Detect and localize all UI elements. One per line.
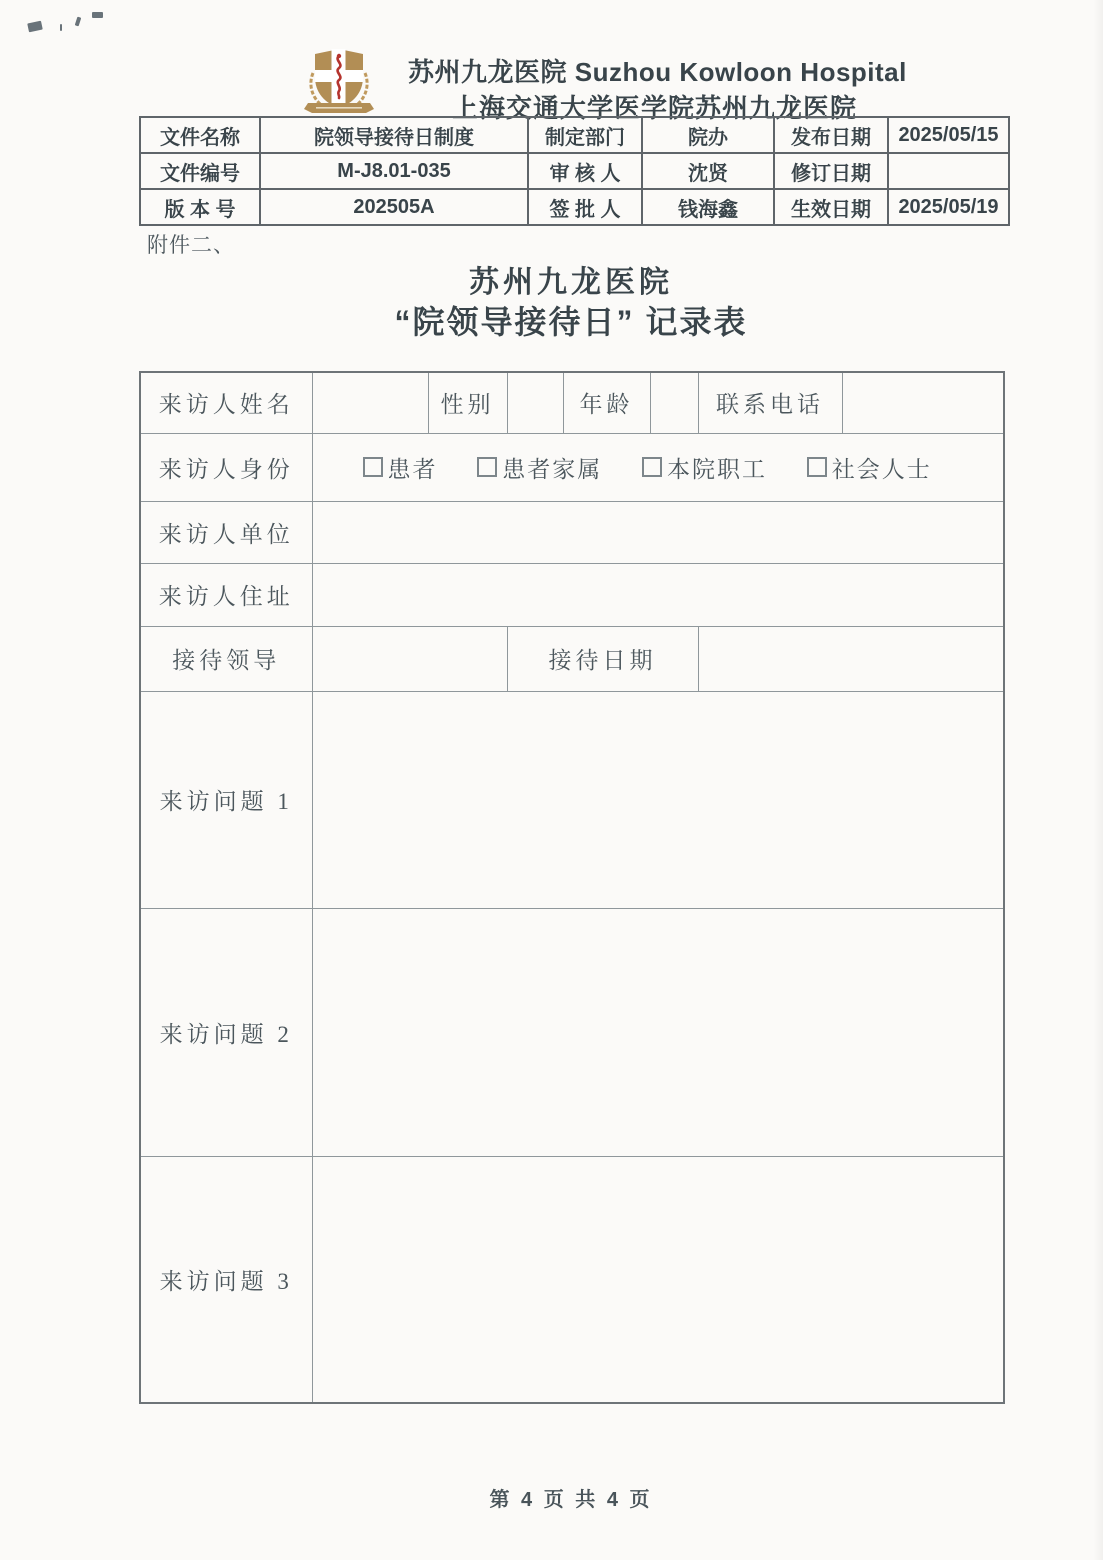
meta-label-approver: 签 批 人 (528, 189, 642, 225)
meta-label-issuing-dept: 制定部门 (528, 117, 642, 153)
checkbox-icon (477, 457, 497, 477)
meta-value-version: 202505A (260, 189, 528, 225)
age-field (650, 372, 698, 433)
hospital-affiliation: 上海交通大学医学院苏州九龙医院 (452, 93, 858, 123)
phone-label: 联系电话 (698, 372, 842, 433)
identity-option-patient-family: 患者家属 (477, 451, 602, 484)
meta-value-publish-date: 2025/05/15 (888, 117, 1009, 153)
meta-label-reviewer: 审 核 人 (528, 153, 642, 189)
visitor-unit-label: 来访人单位 (140, 501, 312, 563)
page-number: 第 4 页 共 4 页 (489, 1489, 653, 1511)
scan-artifact (75, 17, 82, 27)
visitor-address-field (312, 563, 1004, 626)
gender-label: 性别 (428, 372, 507, 433)
scan-artifact (27, 21, 43, 33)
identity-option-patient: 患者 (363, 451, 438, 484)
meta-value-approver: 钱海鑫 (642, 189, 774, 225)
checkbox-icon (363, 457, 383, 477)
question-2-label: 来访问题 2 (140, 908, 312, 1156)
reception-leader-field (312, 626, 507, 691)
question-1-field (312, 691, 1004, 908)
form-title-hospital: 苏州九龙医院 (469, 266, 673, 299)
checkbox-icon (807, 457, 827, 477)
identity-option-public: 社会人士 (807, 451, 932, 484)
meta-label-file-name: 文件名称 (140, 117, 260, 153)
visitor-identity-options (312, 433, 1004, 501)
meta-value-file-number: M-J8.01-035 (260, 153, 528, 189)
document-meta-table (139, 116, 1010, 226)
phone-field (842, 372, 1004, 433)
meta-value-revision-date (888, 153, 1009, 189)
meta-label-version: 版 本 号 (140, 189, 260, 225)
meta-label-file-number: 文件编号 (140, 153, 260, 189)
question-3-label: 来访问题 3 (140, 1156, 312, 1403)
shield-crest-icon (300, 47, 378, 117)
reception-date-label: 接待日期 (507, 626, 698, 691)
meta-label-publish-date: 发布日期 (774, 117, 888, 153)
meta-value-effective-date: 2025/05/19 (888, 189, 1009, 225)
reception-record-form-table (139, 371, 1005, 1404)
hospital-logo (300, 47, 378, 117)
visitor-address-label: 来访人住址 (140, 563, 312, 626)
meta-label-effective-date: 生效日期 (774, 189, 888, 225)
gender-field (507, 372, 563, 433)
identity-option-hospital-staff: 本院职工 (642, 451, 767, 484)
form-title-record-sheet: “院领导接待日” 记录表 (394, 304, 748, 340)
visitor-unit-field (312, 501, 1004, 563)
reception-leader-label: 接待领导 (140, 626, 312, 691)
attachment-label: 附件二、 (147, 233, 235, 257)
visitor-identity-label: 来访人身份 (140, 433, 312, 501)
checkbox-icon (642, 457, 662, 477)
meta-value-file-name: 院领导接待日制度 (260, 117, 528, 153)
meta-label-revision-date: 修订日期 (774, 153, 888, 189)
scan-artifact (60, 24, 62, 31)
age-label: 年龄 (563, 372, 650, 433)
question-2-field (312, 908, 1004, 1156)
question-3-field (312, 1156, 1004, 1403)
meta-value-reviewer: 沈贤 (642, 153, 774, 189)
reception-date-field (698, 626, 1004, 691)
visitor-name-label: 来访人姓名 (140, 372, 312, 433)
scan-artifact (92, 12, 103, 18)
question-1-label: 来访问题 1 (140, 691, 312, 908)
visitor-name-field (312, 372, 428, 433)
hospital-name-bilingual: 苏州九龙医院 Suzhou Kowloon Hospital (408, 57, 907, 87)
meta-value-issuing-dept: 院办 (642, 117, 774, 153)
